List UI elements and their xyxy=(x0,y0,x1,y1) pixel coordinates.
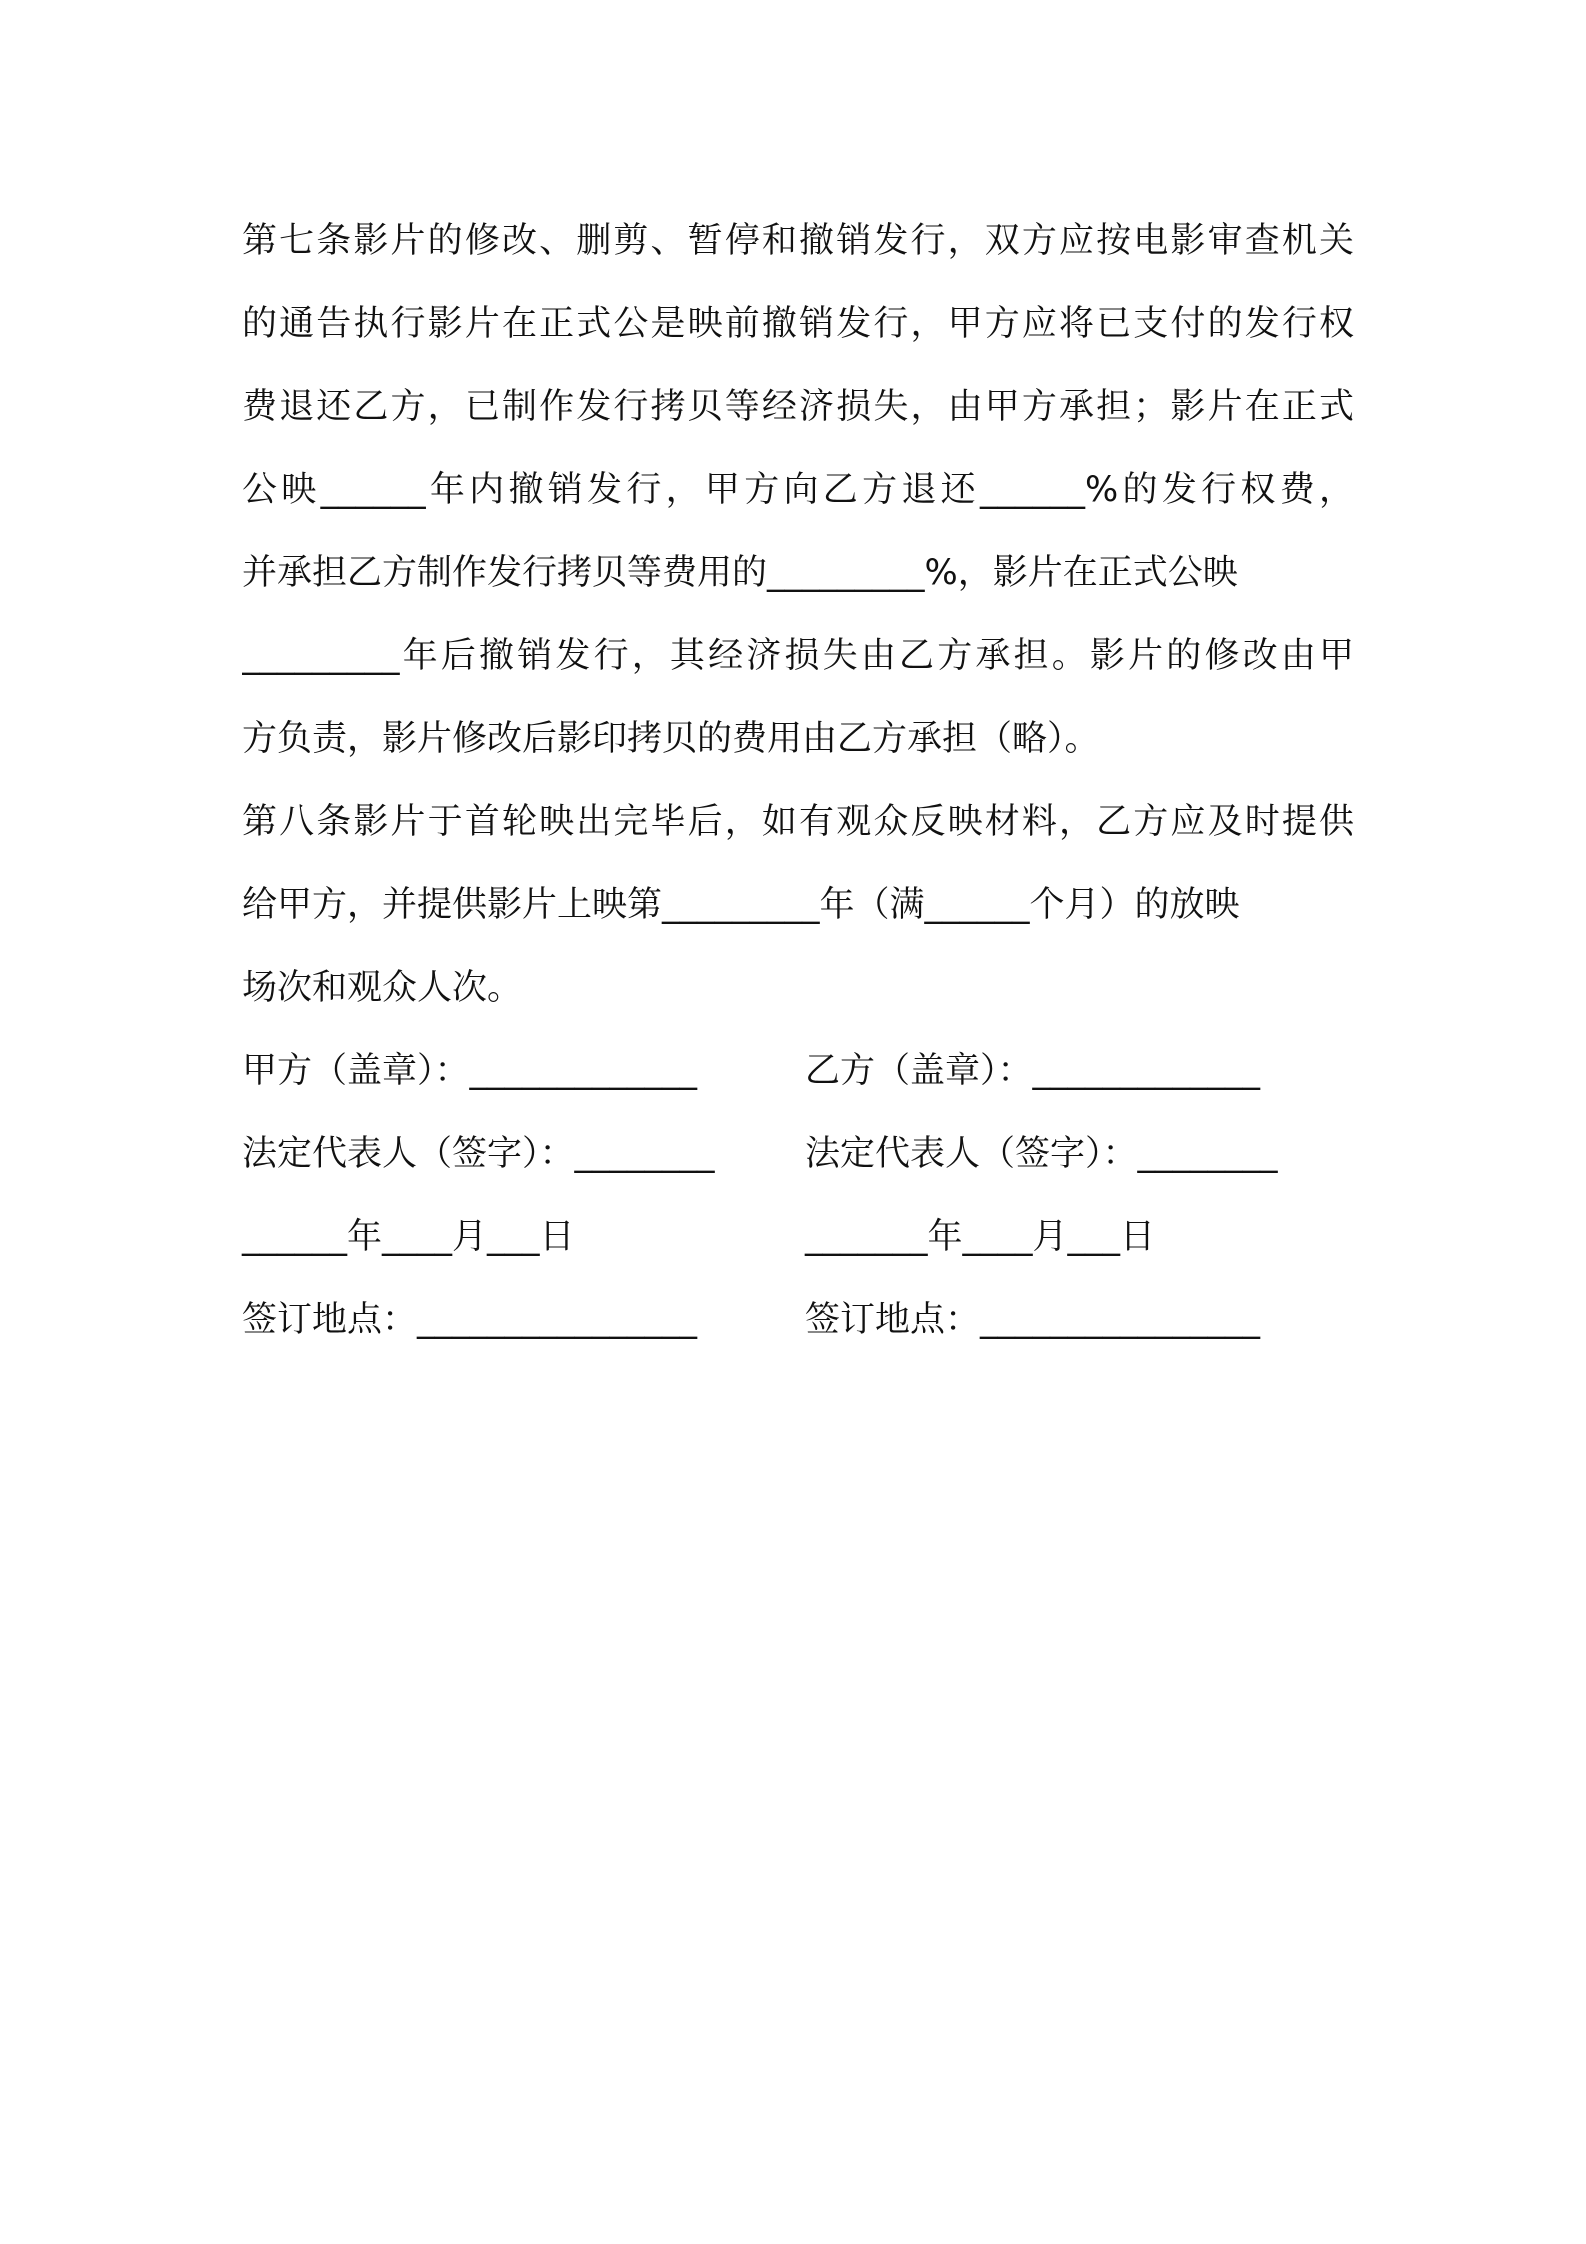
party-a-representative-field: 法定代表人（签字）：________ xyxy=(242,1134,715,1174)
article-7-line: 公映______年内撤销发行，甲方向乙方退还______%的发行权费， xyxy=(242,470,1354,510)
article-7-line: _________年后撤销发行，其经济损失由乙方承担。影片的修改由甲 xyxy=(242,636,1354,676)
party-b-representative-field: 法定代表人（签字）：________ xyxy=(805,1134,1278,1174)
article-8-line: 第八条影片于首轮映出完毕后，如有观众反映材料，乙方应及时提供 xyxy=(242,802,1354,842)
article-8-line: 给甲方，并提供影片上映第_________年（满______个月）的放映 xyxy=(242,885,1240,925)
article-7-line: 并承担乙方制作发行拷贝等费用的_________%，影片在正式公映 xyxy=(242,553,1238,593)
article-7-line: 的通告执行影片在正式公是映前撤销发行，甲方应将已支付的发行权 xyxy=(242,304,1354,344)
signature-block xyxy=(242,1030,1354,1362)
signature-row-seal xyxy=(242,1030,1354,1113)
article-7-line: 第七条影片的修改、删剪、暂停和撤销发行，双方应按电影审查机关 xyxy=(242,221,1354,261)
party-b-date-field: _______年____月___日 xyxy=(805,1217,1156,1257)
article-8 xyxy=(242,781,1354,1030)
article-7-line: 费退还乙方，已制作发行拷贝等经济损失，由甲方承担；影片在正式 xyxy=(242,387,1354,427)
signature-row-representative xyxy=(242,1113,1354,1196)
party-a-place-field: 签订地点：________________ xyxy=(242,1300,698,1340)
article-7-line: 方负责，影片修改后影印拷贝的费用由乙方承担（略）。 xyxy=(242,719,1100,759)
contract-body xyxy=(242,200,1354,1362)
signature-row-place xyxy=(242,1279,1354,1362)
article-7 xyxy=(242,200,1354,781)
party-a-date-field: ______年____月___日 xyxy=(242,1217,575,1257)
article-8-line: 场次和观众人次。 xyxy=(242,968,523,1008)
signature-row-date xyxy=(242,1196,1354,1279)
party-b-seal-field: 乙方（盖章）：_____________ xyxy=(805,1051,1261,1091)
party-b-place-field: 签订地点：________________ xyxy=(805,1300,1261,1340)
party-a-seal-field: 甲方（盖章）：_____________ xyxy=(242,1051,698,1091)
